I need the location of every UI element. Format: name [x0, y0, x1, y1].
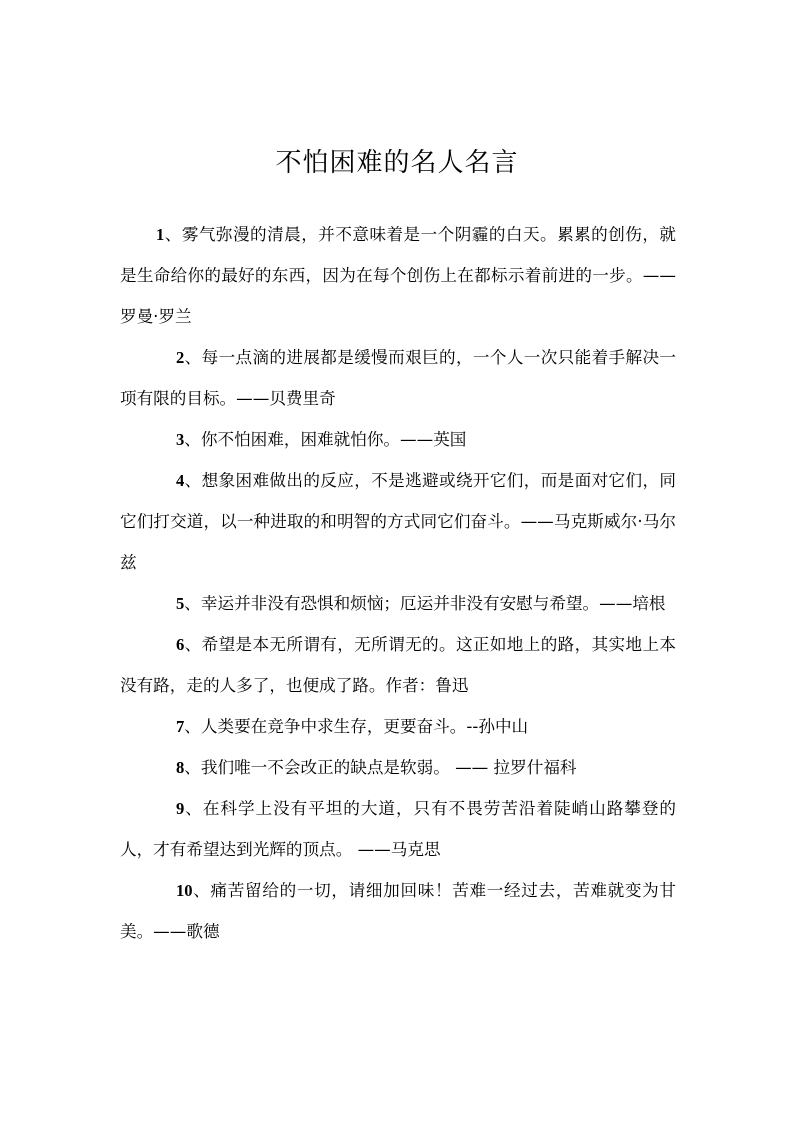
quote-paragraph-9	[120, 788, 676, 870]
document-title: 不怕困难的名人名言	[275, 148, 519, 178]
quote-text: 、雾气弥漫的清晨，并不意味着是一个阴霾的白天。累累的创伤，就是生命给你的最好的东西，因为在每个创伤上在都标示着前进的一步。——罗曼·罗兰	[120, 225, 676, 326]
quote-number: 10	[176, 881, 193, 900]
quote-paragraph-8	[120, 747, 676, 788]
quote-paragraph-3	[120, 419, 676, 460]
quote-paragraph-6	[120, 624, 676, 706]
quote-paragraph-1	[120, 214, 676, 337]
quote-number: 8	[176, 758, 185, 777]
quote-number: 4	[176, 471, 185, 490]
quote-number: 1	[156, 225, 165, 244]
quote-number: 6	[176, 635, 185, 654]
document-body	[120, 214, 676, 952]
quote-paragraph-4	[120, 460, 676, 583]
quote-text: 、在科学上没有平坦的大道，只有不畏劳苦沿着陡峭山路攀登的人，才有希望达到光辉的顶点。 ——马克思	[120, 799, 676, 859]
quote-number: 2	[176, 348, 185, 367]
quote-number: 9	[176, 799, 185, 818]
quote-text: 、人类要在竞争中求生存，更要奋斗。--孙中山	[184, 717, 529, 736]
quote-text: 、我们唯一不会改正的缺点是软弱。 —— 拉罗什福科	[184, 758, 577, 777]
quote-paragraph-5	[120, 583, 676, 624]
quote-text: 、幸运并非没有恐惧和烦恼；厄运并非没有安慰与希望。——培根	[184, 594, 666, 613]
quote-text: 、想象困难做出的反应，不是逃避或绕开它们，而是面对它们，同它们打交道，以一种进取的和明智的方式同它们奋斗。——马克斯威尔·马尔兹	[120, 471, 676, 572]
quote-text: 、每一点滴的进展都是缓慢而艰巨的，一个人一次只能着手解决一项有限的目标。——贝费里奇	[120, 348, 676, 408]
quote-paragraph-7	[120, 706, 676, 747]
quote-paragraph-10	[120, 870, 676, 952]
quote-number: 7	[176, 717, 185, 736]
quote-number: 3	[176, 430, 185, 449]
quote-number: 5	[176, 594, 185, 613]
quote-text: 、希望是本无所谓有，无所谓无的。这正如地上的路，其实地上本没有路，走的人多了，也便成了路。作者：鲁迅	[120, 635, 676, 695]
quote-text: 、你不怕困难，困难就怕你。——英国	[184, 430, 467, 449]
quote-paragraph-2	[120, 337, 676, 419]
quote-text: 、痛苦留给的一切，请细加回味！苦难一经过去，苦难就变为甘美。——歌德	[120, 881, 676, 941]
